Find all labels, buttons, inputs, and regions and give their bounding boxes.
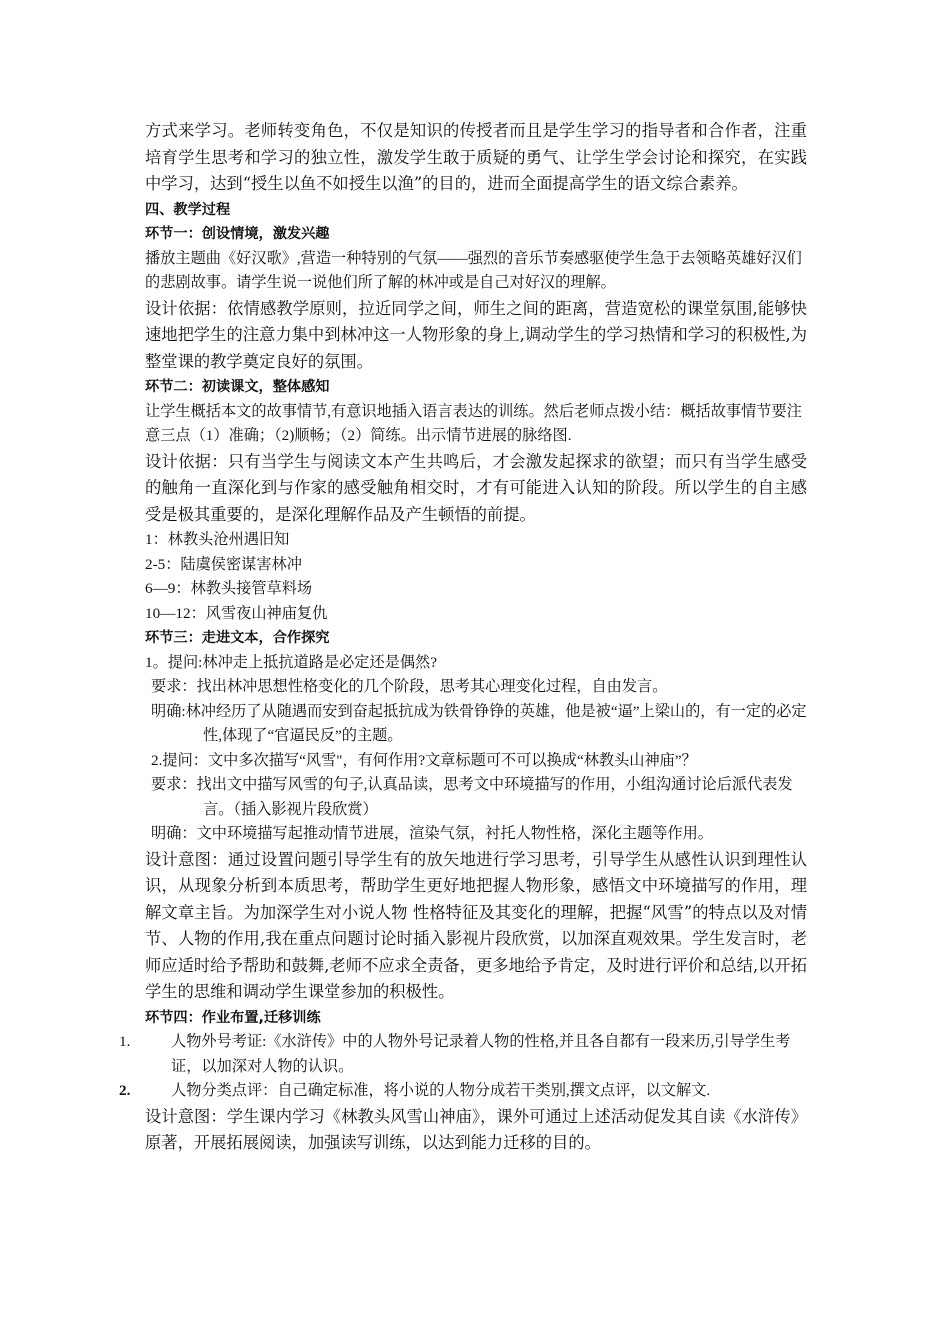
homework-item-text: 人物外号考证:《水浒传》中的人物外号记录着人物的性格,并且各自都有一段来历,引导学生考证，以加深对人物的认识。 xyxy=(171,1033,791,1075)
question-2-requirement: 要求：找出文中描写风雪的句子,认真品读，思考文中环境描写的作用，小组沟通讨论后派代表发言。（插入影视片段欣赏） xyxy=(151,776,793,818)
outline-item: 6—9：林教头接管草料场 xyxy=(145,580,313,597)
step1-body: 播放主题曲《好汉歌》,营造一种特别的气氛——强烈的音乐节奏感驱使学生急于去领略英雄好汉们的悲剧故事。请学生说一说他们所了解的林冲或是自己对好汉的理解。 xyxy=(145,249,802,291)
question-2-answer: 明确：文中环境描写起推动情节进展，渲染气氛，衬托人物性格，深化主题等作用。 xyxy=(151,825,713,842)
question-2: 2.提问：文中多次描写“风雪"，有何作用?文章标题可不可以换成“林教头山神庙”？ xyxy=(151,751,697,769)
outline-item: 2-5：陆虞侯密谋害林冲 xyxy=(145,555,302,573)
step4-heading: 环节四：作业布置,迁移训练 xyxy=(145,1009,321,1026)
document-page xyxy=(119,118,807,1157)
step1-heading: 环节一：创设情境，激发兴趣 xyxy=(145,226,330,242)
step4-intent: 设计意图：学生课内学习《林教头风雪山神庙》，课外可通过上述活动促发其自读《水浒传》原著，开展拓展阅读，加强读写训练，以达到能力迁移的目的。 xyxy=(145,1106,807,1152)
step2-heading: 环节二：初读课文，整体感知 xyxy=(145,379,330,395)
homework-item-number: 1. xyxy=(119,1033,131,1050)
outline-item: 10—12：风雪夜山神庙复仇 xyxy=(145,604,328,622)
homework-item xyxy=(119,1079,807,1104)
homework-item-text: 人物分类点评：自己确定标准，将小说的人物分成若干类别,撰文点评，以文解文. xyxy=(171,1082,711,1099)
intro-paragraph: 方式来学习。老师转变角色，不仅是知识的传授者而且是学生学习的指导者和合作者，注重培育学生思考和学习的独立性，激发学生敢于质疑的勇气、让学生学会讨论和探究，在实践中学习，达到“授生以鱼不如授生以渔”的目的，进而全面提高学生的语文综合素养。 xyxy=(145,121,807,193)
question-1: 1。提问:林冲走上抵抗道路是必定还是偶然? xyxy=(145,653,437,671)
question-1-answer: 明确:林冲经历了从随遇而安到奋起抵抗成为铁骨铮铮的英雄，他是被“逼”上梁山的，有一定的必定性,体现了“官逼民反”的主题。 xyxy=(151,702,807,744)
step2-body: 让学生概括本文的故事情节,有意识地插入语言表达的训练。然后老师点拨小结：概括故事情节要注意三点（1）准确；（2)顺畅；（2）简练。出示情节进展的脉络图. xyxy=(145,402,802,444)
homework-item-number: 2. xyxy=(119,1082,131,1099)
question-1-requirement: 要求：找出林冲思想性格变化的几个阶段，思考其心理变化过程，自由发言。 xyxy=(151,678,668,695)
step3-heading: 环节三：走进文本，合作探究 xyxy=(145,630,330,646)
section-heading: 四、教学过程 xyxy=(145,201,231,218)
step2-basis: 设计依据：只有当学生与阅读文本产生共鸣后，才会激发起探求的欲望；而只有当学生感受的触角一直深化到与作家的感受触角相交时，才有可能进入认知的阶段。所以学生的自主感受是极其重要的，是深化理解作品及产生顿悟的前提。 xyxy=(145,451,807,524)
outline-item: 1：林教头沧州遇旧知 xyxy=(145,531,290,548)
step1-basis: 设计依据：依情感教学原则，拉近同学之间，师生之间的距离，营造宽松的课堂氛围,能够快速地把学生的注意力集中到林冲这一人物形象的身上,调动学生的学习热情和学习的积极性,为整堂课的教学奠定良好的氛围。 xyxy=(145,298,807,371)
homework-item xyxy=(119,1030,807,1079)
step3-intent: 设计意图：通过设置问题引导学生有的放矢地进行学习思考，引导学生从感性认识到理性认识，从现象分析到本质思考，帮助学生更好地把握人物形象，感悟文中环境描写的作用，理解文章主旨。为加深学生对小说人物 性格特征及其变化的理解，把握“风雪”的特点以及对情节、人物的作用,我在重点问题讨论时插入影视片段欣赏，以加深直观效果。学生发言时，老师应适时给予帮助和鼓舞,老师不应求全责备，更多地给予肯定，及时进行评价和总结,以开拓学生的思维和调动学生课堂参加的积极性。 xyxy=(145,849,807,1001)
